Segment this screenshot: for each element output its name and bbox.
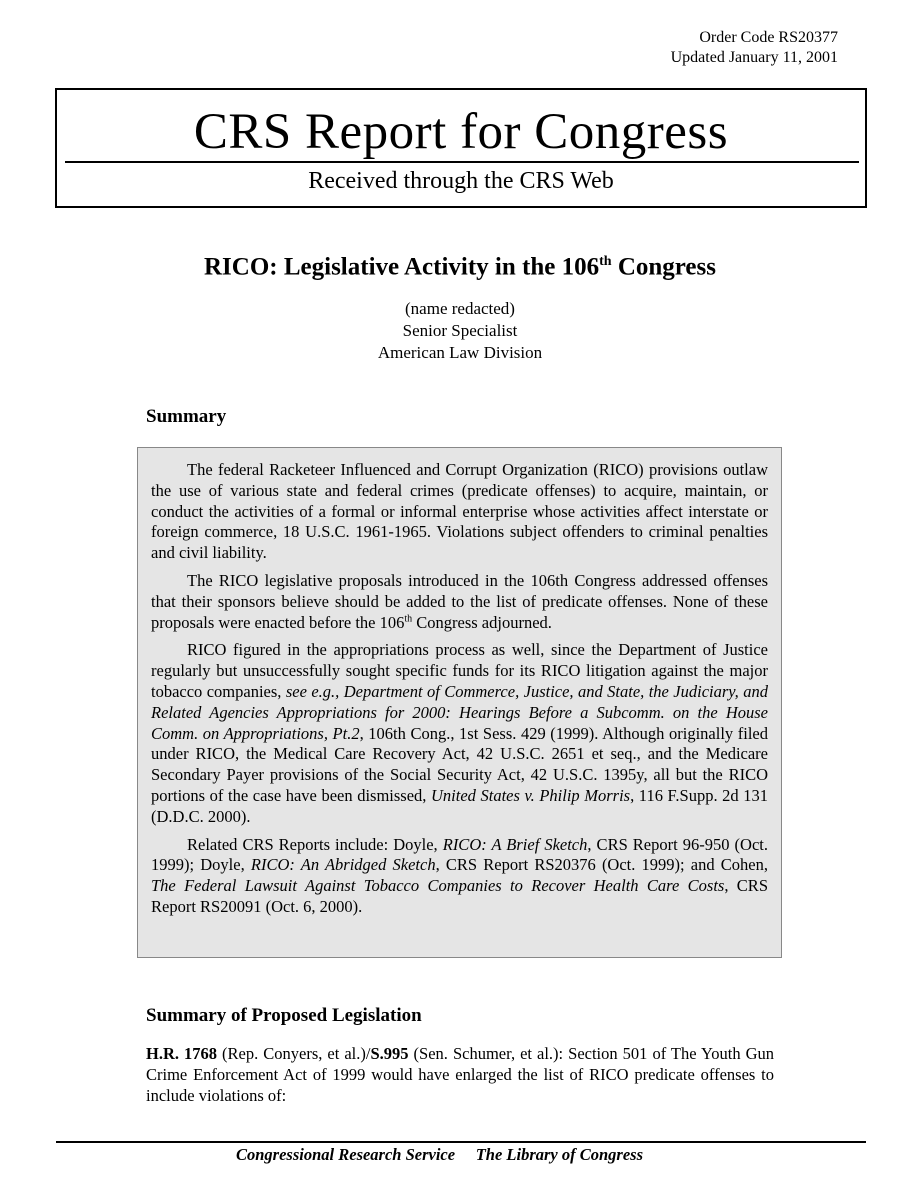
footer xyxy=(236,1145,643,1165)
footer-crs: Congressional Research Service xyxy=(236,1145,456,1164)
author-name: (name redacted) xyxy=(405,299,515,318)
report-header-title: CRS Report for Congress xyxy=(193,104,729,160)
title-superscript: th xyxy=(599,254,612,269)
report-header-subtitle: Received through the CRS Web xyxy=(308,168,614,194)
footer-divider xyxy=(56,1141,866,1143)
header-divider xyxy=(65,161,859,163)
bill-hr1768: H.R. 1768 xyxy=(146,1044,218,1063)
summary-box xyxy=(137,447,782,958)
report-header-box xyxy=(55,88,867,208)
summary-paragraph-1: The federal Racketeer Influenced and Corrupt Organization (RICO) provisions outlaw the use of various state and federal crimes (predicate offenses) to acquire, maintain, or conduct the activities of a formal or informal enterprise whose activities affect interstate or foreign commerce, 18 U.S.C. 1961-1965. Violations subject offenders to criminal penalties and civil liability. xyxy=(151,460,768,563)
proposed-legislation-heading: Summary of Proposed Legislation xyxy=(146,1005,422,1026)
summary-paragraph-2: The RICO legislative proposals introduced in the 106th Congress addressed offenses that their sponsors believe should be added to the list of predicate offenses. None of these proposals were enacted before the 106th Congress adjourned. xyxy=(151,570,768,632)
document-title xyxy=(0,245,920,284)
author-position: Senior Specialist xyxy=(402,321,518,340)
summary-paragraph-3: RICO figured in the appropriations process as well, since the Department of Justice regularly but unsuccessfully sought specific funds for its RICO litigation against the major tobacco companies, see e.g., Department of Commerce, Justice, and State, the Judiciary, and Related Agencies Appropriations for 2000: Hearings Before a Subcomm. on the House Comm. on Appropriations, Pt.2, 106th Cong., 1st Sess. 429 (1999). Although originally filed under RICO, the Medical Care Recovery Act, 42 U.S.C. 2651 et seq., and the Medicare Secondary Payer provisions of the Social Security Act, 42 U.S.C. 1395y, all but the RICO portions of the case have been dismissed, United States v. Philip Morris, 116 F.Supp. 2d 131 (D.D.C. 2000). xyxy=(151,640,768,826)
summary-paragraph-4: Related CRS Reports include: Doyle, RICO: A Brief Sketch, CRS Report 96-950 (Oct. 1999); Doyle, RICO: An Abridged Sketch, CRS Report RS20376 (Oct. 1999); and Cohen, The Federal Lawsuit Against Tobacco Companies to Recover Health Care Costs, CRS Report RS20091 (Oct. 6, 2000). xyxy=(151,834,769,916)
title-main: RICO: Legislative Activity in the 106 xyxy=(204,253,600,281)
title-end: Congress xyxy=(611,253,716,281)
order-info xyxy=(671,28,838,68)
bill-s995: S.995 xyxy=(370,1044,409,1063)
order-code: Order Code RS20377 xyxy=(699,29,838,46)
author-division: American Law Division xyxy=(377,343,543,362)
footer-loc: The Library of Congress xyxy=(475,1145,644,1164)
updated-date: Updated January 11, 2001 xyxy=(670,49,838,66)
legislation-paragraph: H.R. 1768 (Rep. Conyers, et al.)/S.995 (Sen. Schumer, et al.): Section 501 of The Youth Gun Crime Enforcement Act of 1999 would have enlarged the list of RICO predicate offenses to include violations of: xyxy=(146,1044,775,1105)
author-block xyxy=(0,298,920,364)
summary-heading: Summary xyxy=(146,406,227,427)
